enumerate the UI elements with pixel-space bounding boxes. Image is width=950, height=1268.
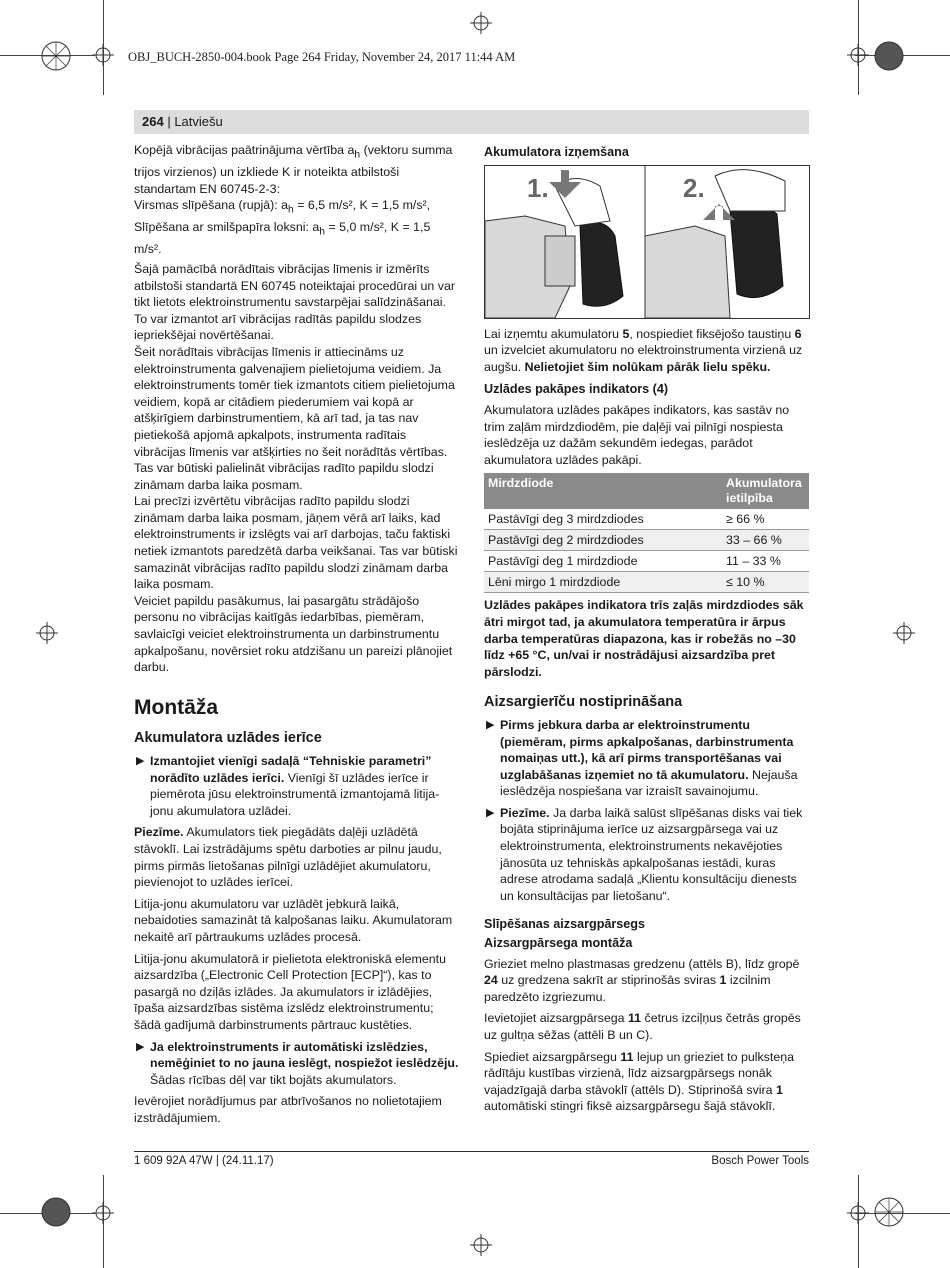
paragraph: Šajā pamācībā norādītais vibrācijas līmenis ir izmērīts atbilstoši standartā EN 60745 noteiktajai procedūrai un var tikt lietots elektroinstrumentu savstarpējai salīdzināšanai. To var izmantot arī vibrācijas radītās papildu slodzes iepriekšējai novērtēšanai. (134, 261, 455, 343)
header-language: Latviešu (174, 114, 223, 129)
crosshair-icon (470, 1234, 492, 1256)
figure-step-1-label: 1. (527, 172, 549, 203)
paragraph: Spiediet aizsargpārsegu 11 lejup un grieziet to pulksteņa rādītāju kustības virzienā, līdz aizsargpārsegs nonāk vajadzīgajā darba stāvoklī (attēls D). Stiprinošā svira 1 automātiski stingri fiksē aizsargpārsegu šajā stāvoklī. (484, 1049, 794, 1114)
bullet-item: ▶ Pirms jebkura darba ar elektroinstrumentu (piemēram, pirms apkalpošanas, darbinstrumenta nomaiņas utt.), kā arī pirms transportēšanas vai uzglabāšanas izņemiet no tā akumulatoru. Nejauša ieslēdzēja nospiešana var izraisīt savainojumu. (486, 717, 798, 799)
subheading-indicator: Uzlādes pakāpes indikators (4) (484, 382, 669, 397)
bullet-item: ▶ Ja elektroinstruments ir automātiski izslēdzies, nemēģiniet to no jauna ieslēgt, nospiežot ieslēdzēju. Šādas rīcības dēļ var tikt bojāts akumulators. (136, 1039, 459, 1087)
battery-removal-figure (484, 165, 810, 319)
table-row: Pastāvīgi deg 3 mirdzdiodes ≥ 66 % (484, 509, 809, 530)
section-heading-montaza: Montāža (134, 695, 218, 719)
crosshair-icon (893, 622, 915, 644)
paragraph: Litija-jonu akumulatoru var uzlādēt jebkurā laikā, nebaidoties samazināt tā kalpošanas laiku. Akumulatoram nekaitē arī pārtraukums uzlādes procesā. (134, 896, 453, 944)
crosshair-icon (36, 622, 58, 644)
print-slug: OBJ_BUCH-2850-004.book Page 264 Friday, November 24, 2017 11:44 AM (128, 50, 516, 64)
registration-target-icon (40, 40, 72, 72)
table-row: Pastāvīgi deg 2 mirdzdiodes 33 – 66 % (484, 530, 809, 551)
footer-doc-number: 1 609 92A 47W | (24.11.17) (134, 1155, 274, 1167)
bullet-triangle-icon: ▶ (486, 718, 495, 731)
subheading-grinding-guard: Slīpēšanas aizsargpārsegs (484, 917, 646, 932)
subheading-charger: Akumulatora uzlādes ierīce (134, 730, 322, 747)
crosshair-icon (847, 44, 869, 66)
page-header: 264 | Latviešu (134, 110, 809, 134)
paragraph: Lai precīzi izvērtētu vibrācijas radīto papildu slodzi zināmam darba laika posmam, jāņem vērā arī laiks, kad elektroinstruments ir izslēgts vai arī darbojas, taču faktiski netiek izmantots paredzētā darba veikšanai. Tas var būtiski samazināt vibrācijas radīto papildu slodzi zināmam darba laika posmam. (134, 494, 458, 592)
bullet-triangle-icon: ▶ (136, 1040, 145, 1053)
paragraph: Grieziet melno plastmasas gredzenu (attēls B), līdz gropē 24 uz gredzena sakrīt ar stiprinošās sviras 1 izcilnim paredzēto izgriezumu. (484, 956, 800, 1004)
bullet-triangle-icon: ▶ (136, 755, 145, 767)
crosshair-icon (847, 1202, 869, 1224)
paragraph: Ievērojiet norādījumus par atbrīvošanos no nolietotajiem izstrādājumiem. (134, 1094, 442, 1125)
crosshair-icon (92, 1202, 114, 1224)
table-row: Pastāvīgi deg 1 mirdzdiode 11 – 33 % (484, 551, 809, 572)
registration-target-icon (873, 40, 905, 72)
registration-target-icon (873, 1196, 905, 1228)
note-paragraph: Piezīme. Akumulators tiek piegādāts daļēji uzlādētā stāvoklī. Lai izstrādājums spētu darboties ar pilnu jaudu, pirms pirmās lietošanas pilnīgi uzlādējiet akumulatoru, pievienojot to uzlādes ierīcei. (134, 825, 442, 890)
footer-brand: Bosch Power Tools (711, 1155, 809, 1167)
figure-step-2-label: 2. (683, 172, 705, 203)
left-column (134, 142, 460, 1131)
bullet-item: ▶ Izmantojiet vienīgi sadaļā “Tehniskie parametri” norādīto uzlādes ierīci. Vienīgi šī uzlādes ierīce ir piemērota jūsu elektroinstrumentā izmantojamā litija-jonu akumulatora uzlādei. (136, 754, 440, 818)
bullet-triangle-icon: ▶ (486, 806, 495, 819)
paragraph: Šeit norādītais vibrācijas līmenis ir attiecināms uz elektroinstrumenta galvenajiem pielietojuma veidiem. Ja elektroinstruments tomēr tiek izmantots citiem pielietojuma veidiem, kopā ar citādiem piederumiem vai kopā ar atšķirīgiem darbinstrumentiem, kā arī tad, ja tas nav pietiekošā apjomā apkalpots, instrumenta radītais vibrācijas līmenis var atšķirties no šeit norādītās vērtības. Tas var būtiski palielināt vibrācijas radīto papildu slodzi zināmam darba laika posmam. (134, 344, 455, 492)
page-number: 264 (142, 114, 164, 129)
subheading-guard: Aizsargierīču nostiprināšana (484, 694, 683, 711)
subheading-guard-mounting: Aizsargpārsega montāža (484, 936, 633, 951)
led-indicator-table (484, 473, 809, 593)
crosshair-icon (470, 12, 492, 34)
right-column (484, 142, 809, 1120)
crosshair-icon (92, 44, 114, 66)
paragraph: Ievietojiet aizsargpārsega 11 četrus izciļņus četrās gropēs uz gultņa sēžas (attēli B un C). (484, 1011, 801, 1042)
table-row: Lēni mirgo 1 mirdzdiode ≤ 10 % (484, 572, 809, 593)
vibration-values-paragraph: Kopējā vibrācijas paātrinājuma vērtība $a_h$ (vektoru summa trijos virzienos) un izkliede K ir noteikta atbilstoši standartam EN 60745-2-3: Virsmas slīpēšana (rupjā): $a_h = 6,5$ m/s², K = 1,5 m/s², Slīpēšana ar smilšpapīra loksni: $a_h = 5,0$ m/s², K = 1,5 m/s². (134, 143, 453, 257)
paragraph: Veiciet papildu pasākumus, lai pasargātu strādājošo personu no vibrācijas kaitīgās iedarbības, piemēram, savlaicīgi veiciet elektroinstrumenta un darbinstrumentu apkalpošanu, novērsiet roku atdzišanu un pareizi plānojiet darbu. (134, 593, 453, 675)
removal-instructions: Lai izņemtu akumulatoru 5, nospiediet fiksējošo taustiņu 6 un izvelciet akumulatoru no elektroinstrumenta virzienā uz augšu. Nelietojiet šim nolūkam pārāk lielu spēku. (484, 326, 803, 374)
paragraph: Akumulatora uzlādes pakāpes indikators, kas sastāv no trim zaļām mirdzdiodēm, pie daļēji vai pilnīgi nospiesta ieslēdzēja uz dažām sekundēm iedegas, parādot akumulatora uzlādes pakāpi. (484, 402, 790, 467)
footer-rule (134, 1151, 809, 1152)
paragraph: Litija-jonu akumulatorā ir pielietota elektroniskā elementu aizsardzība („Electronic Cell Protection [ECP]“), kas to pasargā no dziļās izlādes. Ja akumulators ir izlādējies, īpaša aizsardzības sistēma izslēdz elektroinstrumentu; šādā gadījumā darbinstruments pārtrauc kustēties. (134, 951, 446, 1032)
bullet-item: ▶ Piezīme. Ja darba laikā salūst slīpēšanas disks vai tiek bojāta stiprinājuma ierīce uz aizsargpārsega vai uz elektroinstrumenta, elektroinstruments nekavējoties jānosūta uz tehniskās apkalpošanas iestādi, kuras adrese atrodama sadaļā „Klientu konsultāciju dienests un konsultācijas par lietošanu“. (486, 805, 803, 903)
table-header-capacity: Akumulatora ietilpība (722, 473, 809, 509)
temperature-warning: Uzlādes pakāpes indikatora trīs zaļās mirdzdiodes sāk ātri mirgot tad, ja akumulatora temperatūra ir ārpus darba temperatūras diapazona, kas ir robežās no –30 līdz +65 °C, un/vai ir nostrādājusi aizsardzība pret pārslodzi. (484, 598, 804, 679)
table-header-led: Mirdzdiode (484, 473, 722, 509)
subheading-removal: Akumulatora izņemšana (484, 145, 629, 159)
registration-target-icon (40, 1196, 72, 1228)
